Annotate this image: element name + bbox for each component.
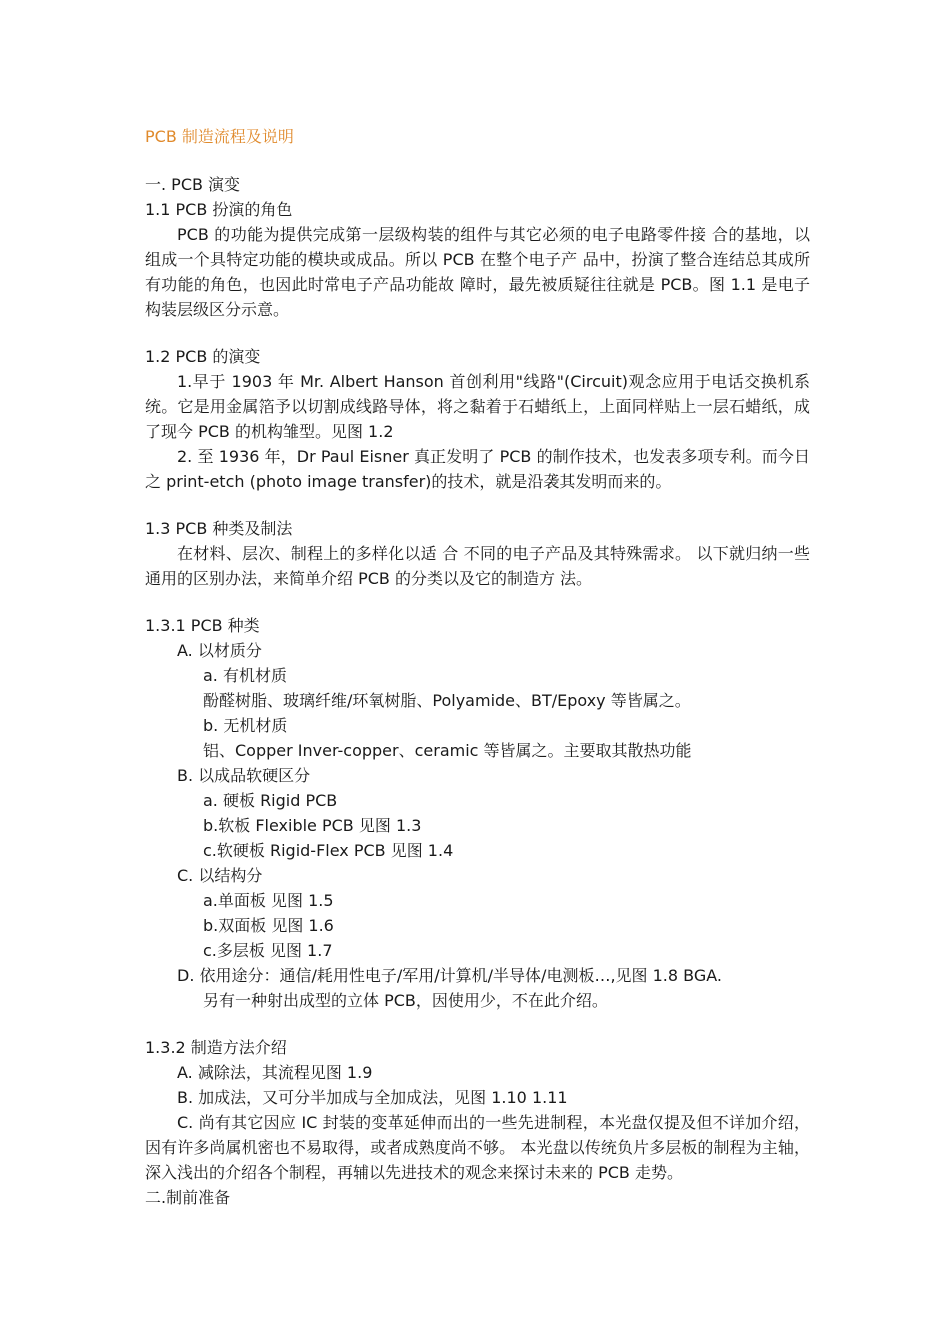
- section-heading-1: 一. PCB 演变: [145, 175, 241, 194]
- paragraph-text: C. 尚有其它因应 IC 封装的变革延伸而出的一些先进制程，本光盘仅提及但不详加介绍，因有许多尚属机密也不易取得，或者成熟度尚不够。 本光盘以传统负片多层板的制程为主轴，深入浅出的介绍各个制程，再辅以先进技术的观念来探讨未来的 PCB 走势。: [145, 1113, 810, 1182]
- paragraph-pcb-role: [145, 222, 810, 322]
- list-item-c-c: c.多层板 见图 1.7: [203, 941, 333, 960]
- paragraph-history-1903: [145, 369, 810, 444]
- subsection-heading-1-3-2: 1.3.2 制造方法介绍: [145, 1038, 287, 1057]
- paragraph-types-intro: [145, 541, 810, 591]
- spacer: [145, 494, 810, 516]
- list-item-d-note: 另有一种射出成型的立体 PCB，因使用少，不在此介绍。: [203, 991, 608, 1010]
- document-body: [145, 124, 810, 1210]
- subsection-heading-1-1: 1.1 PCB 扮演的角色: [145, 200, 293, 219]
- spacer: [145, 591, 810, 613]
- spacer: [145, 322, 810, 344]
- list-item-a-a-detail: 酚醛树脂、玻璃纤维/环氧树脂、Polyamide、BT/Epoxy 等皆属之。: [203, 691, 691, 710]
- method-item-a: A. 减除法，其流程见图 1.9: [177, 1063, 373, 1082]
- paragraph-history-1936: [145, 444, 810, 494]
- method-item-c: [145, 1110, 810, 1185]
- list-item-a-a: a. 有机材质: [203, 666, 287, 685]
- list-item-a-b-detail: 铝、Copper Inver-copper、ceramic 等皆属之。主要取其散热功能: [203, 741, 692, 760]
- list-item-a-b: b. 无机材质: [203, 716, 288, 735]
- document-title: PCB 制造流程及说明: [145, 127, 294, 146]
- paragraph-text: 在材料、层次、制程上的多样化以适 合 不同的电子产品及其特殊需求。 以下就归纳一些通用的区别办法，来简单介绍 PCB 的分类以及它的制造方 法。: [145, 544, 810, 588]
- list-item-b: B. 以成品软硬区分: [177, 766, 311, 785]
- paragraph-text: 2. 至 1936 年，Dr Paul Eisner 真正发明了 PCB 的制作技术，也发表多项专利。而今日之 print-etch (photo image transfer)的技术，就是沿袭其发明而来的。: [145, 447, 810, 491]
- list-item-b-c: c.软硬板 Rigid-Flex PCB 见图 1.4: [203, 841, 454, 860]
- spacer: [145, 1013, 810, 1035]
- section-heading-2: 二.制前准备: [145, 1188, 231, 1207]
- list-item-c-a: a.单面板 见图 1.5: [203, 891, 334, 910]
- paragraph-text: 1.早于 1903 年 Mr. Albert Hanson 首创利用"线路"(Circuit)观念应用于电话交换机系统。它是用金属箔予以切割成线路导体，将之黏着于石蜡纸上，上面同样贴上一层石蜡纸，成了现今 PCB 的机构雏型。见图 1.2: [145, 372, 810, 441]
- list-item-a: A. 以材质分: [177, 641, 262, 660]
- subsection-heading-1-2: 1.2 PCB 的演变: [145, 347, 261, 366]
- paragraph-text: PCB 的功能为提供完成第一层级构装的组件与其它必须的电子电路零件接 合的基地，以组成一个具特定功能的模块或成品。所以 PCB 在整个电子产 品中，扮演了整合连结总其成所有功能的角色，也因此时常电子产品功能故 障时，最先被质疑往往就是 PCB。图 1.1 是电子构装层级区分示意。: [145, 225, 810, 319]
- subsection-heading-1-3-1: 1.3.1 PCB 种类: [145, 616, 260, 635]
- list-item-c: C. 以结构分: [177, 866, 263, 885]
- list-item-c-b: b.双面板 见图 1.6: [203, 916, 334, 935]
- method-item-b: B. 加成法，又可分半加成与全加成法，见图 1.10 1.11: [177, 1088, 568, 1107]
- list-item-b-a: a. 硬板 Rigid PCB: [203, 791, 338, 810]
- list-item-d: D. 依用途分：通信/耗用性电子/军用/计算机/半导体/电测板…,见图 1.8 BGA.: [177, 966, 722, 985]
- list-item-b-b: b.软板 Flexible PCB 见图 1.3: [203, 816, 422, 835]
- subsection-heading-1-3: 1.3 PCB 种类及制法: [145, 519, 293, 538]
